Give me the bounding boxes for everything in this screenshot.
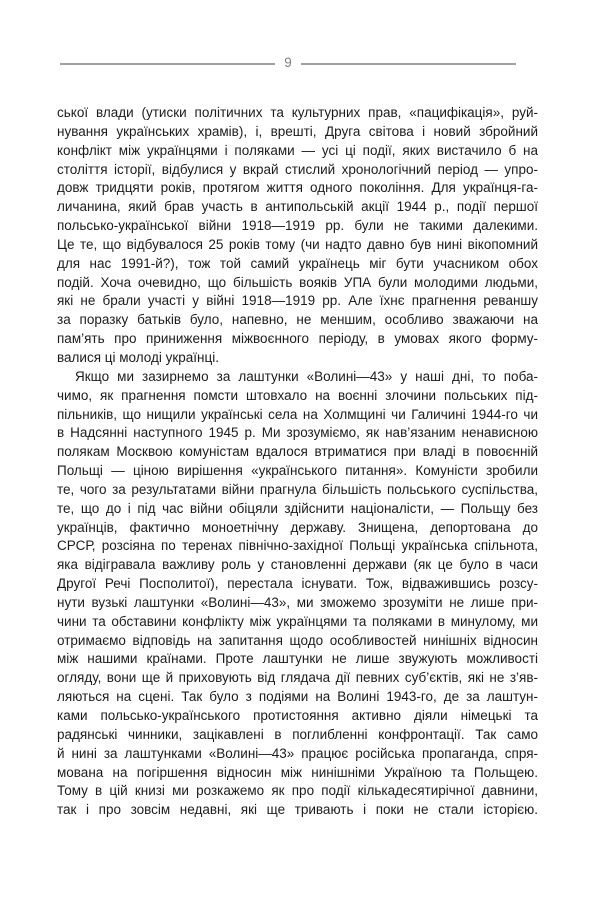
text-line xyxy=(57,632,538,651)
text: яка відігравала важливу роль у становленні держави (як це було в часи xyxy=(57,557,538,573)
text-line xyxy=(57,311,538,330)
text-line xyxy=(57,537,538,556)
text-line xyxy=(57,613,538,632)
text-line xyxy=(57,782,538,801)
page-number: 9 xyxy=(284,55,292,71)
text-line xyxy=(57,764,538,783)
text-line xyxy=(57,481,538,500)
text: нути вузькі лаштунки «Волині—43», ми зможемо зрозуміти не лише при- xyxy=(57,594,538,610)
text-line xyxy=(57,556,538,575)
text: Якщо ми зазирнемо за лаштунки «Волині—43» у наші дні, то поба- xyxy=(75,368,538,384)
text: подій. Хоча очевидно, що більшість вояків УПА були молодими людьми, xyxy=(57,274,538,290)
text: століття історії, відбулися у вкрай стислий хронологічний період — упро- xyxy=(57,161,538,177)
text-line xyxy=(57,519,538,538)
text: чини та обставини конфлікту між українцями та поляками в минулому, ми xyxy=(57,613,538,629)
text: конфлікт між українцями і поляками — усі ці події, яких вистачило б на xyxy=(57,142,538,158)
text-line xyxy=(57,330,538,349)
text: Це те, що відбувалося 25 років тому (чи надто давно був нині вікопомний xyxy=(57,236,538,252)
text-line xyxy=(57,217,538,236)
text: СРСР, розсіяна по теренах північно-західної Польщі українська спільнота, xyxy=(57,538,538,554)
text: для нас 1991-й?), тож той самий українець міг бути учасником обох xyxy=(57,255,538,271)
text-line xyxy=(57,406,538,425)
text-line xyxy=(57,104,538,123)
page-body xyxy=(57,104,538,820)
text: те, що до і під час війни обіцяли здійснити націоналісти, — Польщу без xyxy=(57,500,538,516)
page-header xyxy=(60,57,516,71)
text: за поразку батьків було, напевно, не меншим, особливо зважаючи на xyxy=(57,312,538,328)
header-rule-right xyxy=(301,63,516,65)
text-line xyxy=(57,198,538,217)
text-line xyxy=(57,462,538,481)
paragraph-2 xyxy=(57,368,538,820)
text: ками польсько-українського протистояння активно діяли німецькі та xyxy=(57,708,538,723)
text-line xyxy=(57,142,538,161)
text-line xyxy=(57,123,538,142)
text: личанина, який брав участь в антипольській акції 1944 р., події першої xyxy=(57,199,538,215)
text-line xyxy=(57,292,538,311)
text-line xyxy=(57,669,538,688)
text: чимо, як прагнення помсти штовхало на воєнні злочини польських під- xyxy=(57,387,538,403)
text-line xyxy=(57,387,538,406)
text: між нашими країнами. Проте лаштунки не лише звужують можливості xyxy=(57,651,538,667)
text-line xyxy=(57,594,538,613)
text: радянські чинники, зацікавлені в поглибленні конфронтації. Так само xyxy=(57,726,538,742)
text: те, чого за результатами війни прагнула більшість польського суспільства, xyxy=(57,481,538,497)
text: в Надсянні наступного 1945 р. Ми зрозуміємо, як нав’язаним ненависною xyxy=(57,425,538,441)
text: валися ці молоді українці. xyxy=(57,349,219,365)
text-line xyxy=(57,424,538,443)
text-line xyxy=(57,255,538,274)
text-line xyxy=(57,236,538,255)
text: ської влади (утиски політичних та культурних прав, «пацифікація», руй- xyxy=(57,105,538,120)
text-line xyxy=(57,368,538,387)
text-line xyxy=(57,443,538,462)
text: мована на погіршення відносин між нинішніми Україною та Польщею. xyxy=(57,764,538,780)
text: нування українських храмів), і, врешті, Друга світова і новий збройний xyxy=(57,123,538,139)
text: Другої Речі Посполитої), перестала існувати. Тож, відважившись розсу- xyxy=(57,576,538,592)
text: які не брали участі у війні 1918—1919 рр. Але їхнє прагнення реваншу xyxy=(57,293,538,309)
text-line xyxy=(57,650,538,669)
text: Тому в цій книзі ми розкажемо як про події кількадесятирічної давнини, xyxy=(57,783,538,799)
text: огляду, вони ще й приховують від глядача дії певних суб’єктів, які не з’яв- xyxy=(57,670,538,686)
header-rule-left xyxy=(60,63,275,65)
text-line xyxy=(57,745,538,764)
text-line xyxy=(57,688,538,707)
text: так і про зовсім недавні, які ще тривають і поки не стали історією. xyxy=(57,802,538,818)
text: польсько-української війни 1918—1919 рр. були не такими далекими. xyxy=(57,218,538,234)
text: й нині за лаштунками «Волині—43» працює російська пропаганда, спря- xyxy=(57,745,538,761)
text: українців, фактично моноетнічну державу. Знищена, депортована до xyxy=(57,519,538,535)
text-line xyxy=(57,179,538,198)
text: пам’ять про приниження міжвоєнного періоду, в умовах якого форму- xyxy=(57,331,538,347)
text-line xyxy=(57,726,538,745)
text: довж тридцяти років, протягом життя одного покоління. Для українця-га- xyxy=(57,180,538,196)
text-line xyxy=(57,161,538,180)
text-line xyxy=(57,500,538,519)
text: пільників, що нищили українські села на Холмщині чи Галичині 1944-го чи xyxy=(57,406,538,422)
text: отримаємо відповідь на запитання щодо особливостей нинішніх відносин xyxy=(57,632,538,648)
text: ляються на сцені. Так було з подіями на Волині 1943-го, де за лаштун- xyxy=(57,689,538,705)
text-line xyxy=(57,575,538,594)
text-line xyxy=(57,707,538,726)
text-line xyxy=(57,274,538,293)
paragraph-1 xyxy=(57,104,538,368)
text-line xyxy=(57,349,538,368)
text: Польщі — ціною вирішення «українського питання». Комуністи зробили xyxy=(57,463,538,479)
text: полякам Москвою комуністам вдалося втриматися при владі в повоєнній xyxy=(57,444,538,460)
text-line xyxy=(57,801,538,820)
